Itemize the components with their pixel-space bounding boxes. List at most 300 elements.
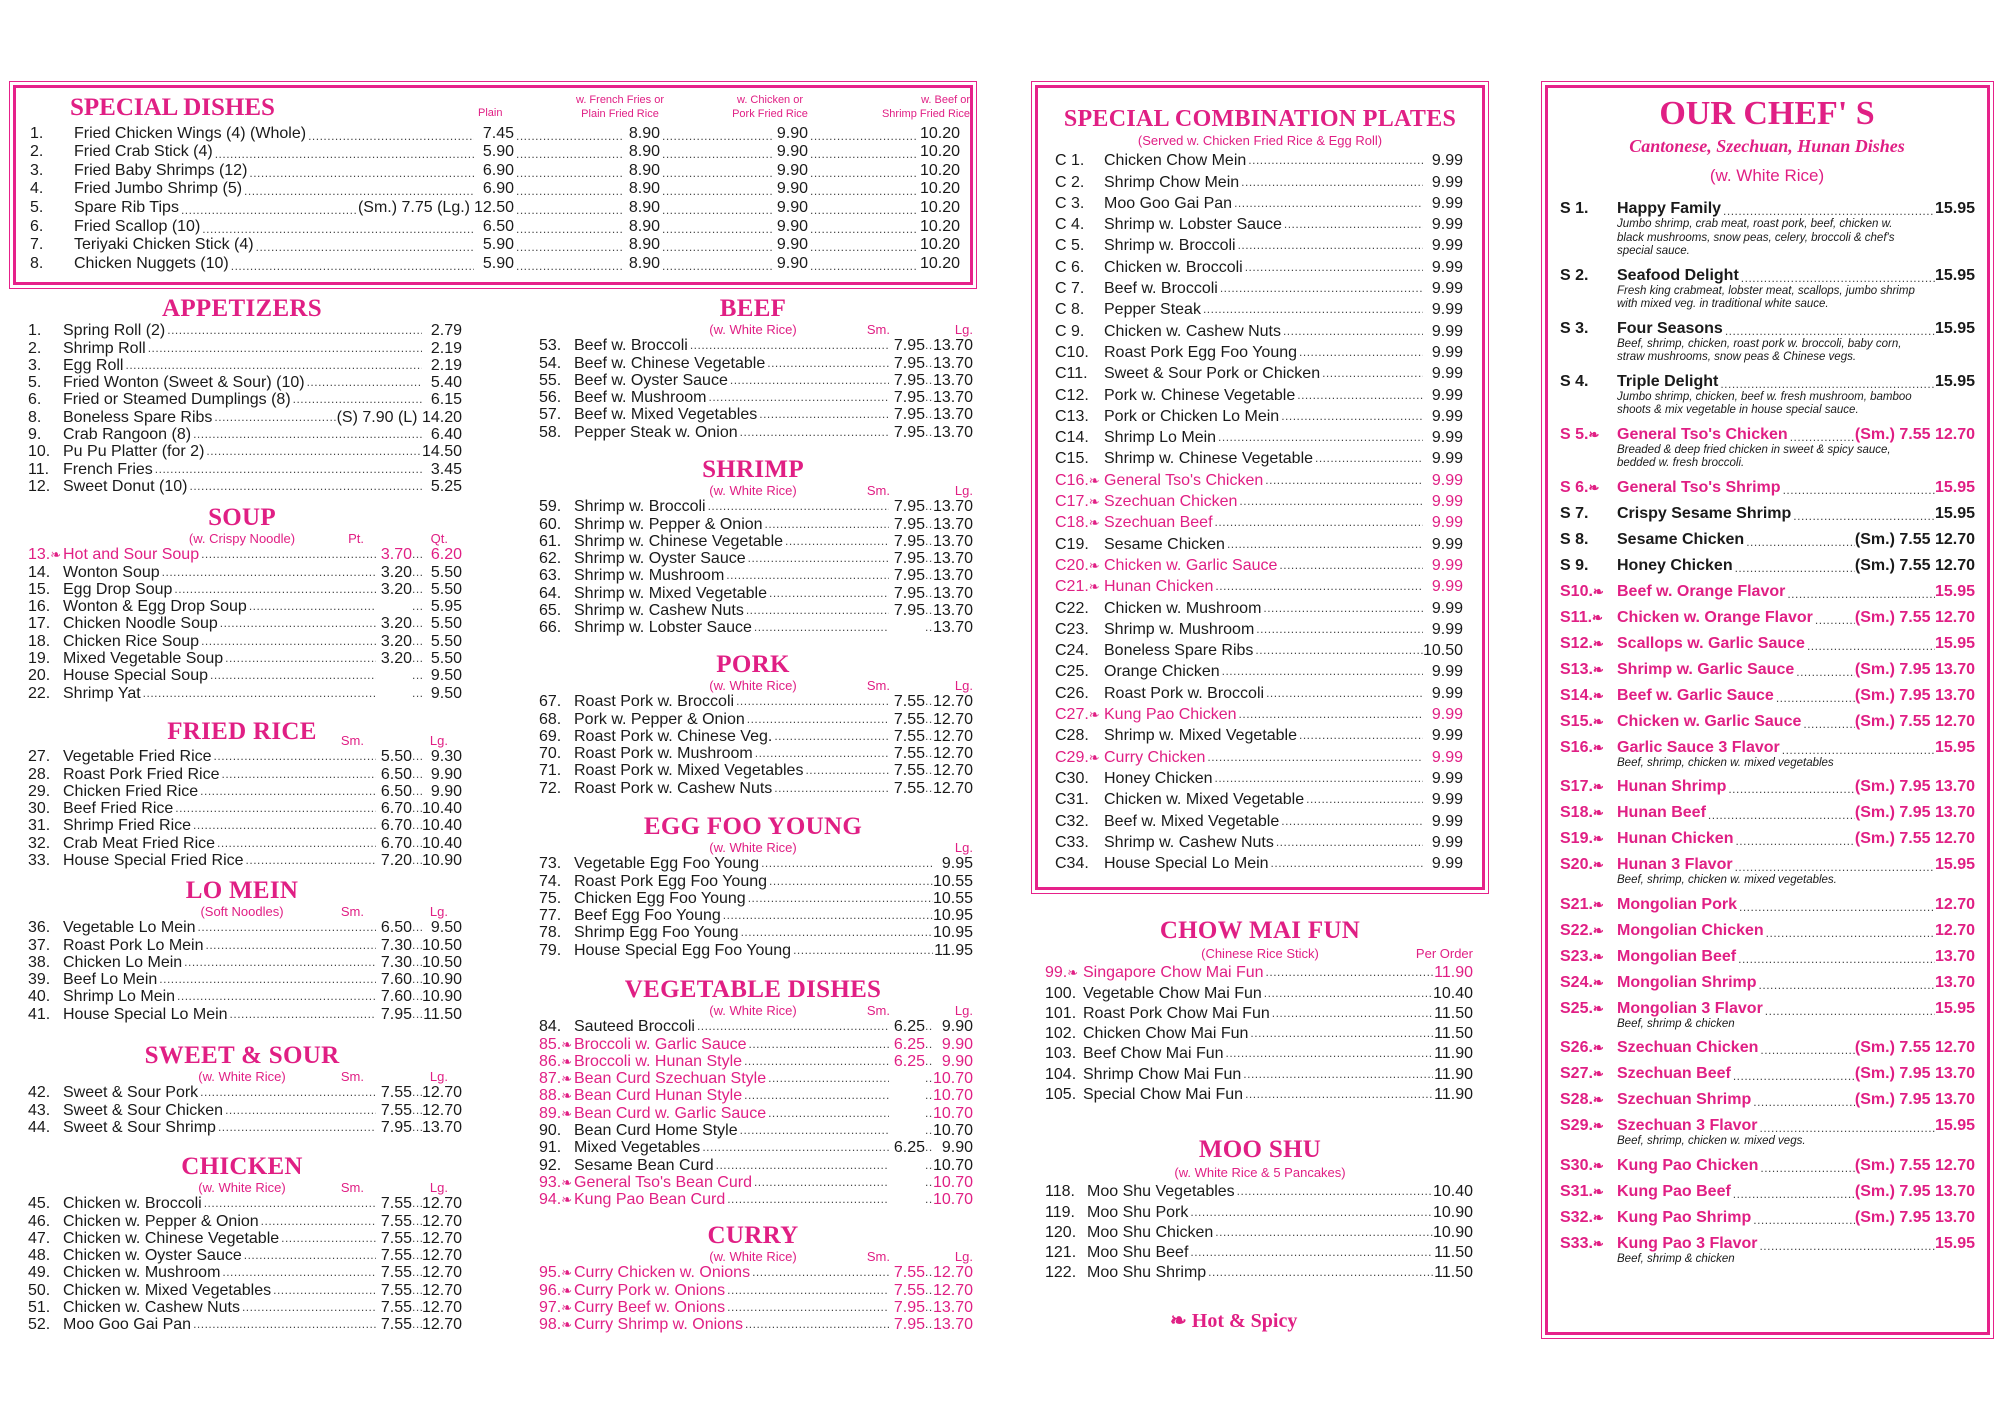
dot-leader	[141, 685, 376, 702]
combo-row	[1045, 233, 1475, 254]
item-number	[533, 1087, 574, 1104]
item-number	[22, 1119, 63, 1136]
dot-leader	[1758, 1161, 1855, 1175]
item-number-text: 64.	[539, 584, 562, 602]
dot-leader	[739, 924, 933, 941]
item-description: Fresh king crabmeat, lobster meat, scallops, jumbo shrimp with mixed veg. in traditional white sauce.	[1617, 284, 1915, 310]
vegetable-row	[533, 1035, 973, 1052]
dot-leader	[179, 203, 358, 217]
fried_rice-row	[22, 852, 462, 869]
dot-leader	[1274, 834, 1423, 851]
dot-leader	[306, 129, 474, 143]
price-small: 3.20	[380, 580, 412, 598]
vegetable-row	[533, 1139, 973, 1156]
lo_mein-row	[22, 936, 462, 953]
item-number	[1560, 1157, 1617, 1175]
pepper-icon: ❧	[1592, 609, 1603, 625]
item-number	[1560, 1039, 1617, 1057]
dot-leader	[1243, 1086, 1433, 1103]
pepper-icon: ❧	[1592, 687, 1604, 703]
item-number	[22, 1299, 63, 1316]
dot-leader	[212, 409, 336, 426]
dot-leader	[660, 129, 772, 143]
item-number	[1039, 1244, 1087, 1261]
item-name: Shrimp Lo Mein	[1104, 429, 1217, 447]
item-price: 9.99	[1431, 152, 1463, 170]
soup-title: SOUP	[208, 504, 276, 531]
item-name: Chicken Chow Mein	[1104, 152, 1247, 170]
item-number-text: C21.	[1055, 578, 1089, 596]
price-beef: 10.20	[919, 143, 960, 161]
item-price: (Sm.) 7.95 13.70	[1854, 778, 1975, 795]
dot-leader	[514, 240, 624, 254]
item-number-text: 17.	[28, 615, 51, 633]
item-name: Chicken Noodle Soup	[63, 615, 218, 633]
dot-leader	[925, 1139, 933, 1156]
dot-leader	[808, 129, 918, 143]
item-number-text: 99.	[1045, 964, 1068, 982]
dot-leader	[1253, 642, 1423, 659]
price-small: 7.95	[893, 1298, 925, 1316]
item-number	[1039, 1066, 1083, 1083]
pork-row	[533, 779, 973, 796]
dot-leader	[1813, 613, 1855, 627]
item-name: Beef w. Mixed Vegetables	[574, 406, 758, 424]
dot-leader	[182, 954, 376, 971]
item-name: Kung Pao 3 Flavor	[1617, 1234, 1758, 1252]
item-name: Moo Goo Gai Pan	[1104, 194, 1233, 212]
item-price: 9.99	[1431, 663, 1463, 681]
chef-item-row	[1560, 497, 1975, 523]
dot-leader	[412, 564, 422, 581]
item-number	[22, 800, 63, 817]
dot-leader	[146, 340, 422, 357]
dot-leader	[198, 783, 376, 800]
item-name: Four Seasons	[1617, 319, 1723, 337]
chicken-col2: Lg.	[429, 1180, 448, 1195]
chef-item-row	[1560, 992, 1975, 1018]
item-price: 10.95	[932, 924, 973, 942]
item-number-text: 85.	[539, 1035, 562, 1053]
item-name: Bean Curd Szechuan Style	[574, 1070, 767, 1088]
dot-leader	[1791, 509, 1935, 523]
item-number-text: 79.	[539, 941, 562, 959]
dot-leader	[765, 355, 889, 372]
price-small: 7.95	[893, 498, 925, 516]
item-number	[533, 1036, 574, 1053]
item-number-text: 121.	[1045, 1244, 1077, 1262]
fried_rice-row	[22, 765, 462, 782]
fried_rice-row	[22, 817, 462, 834]
dot-leader	[412, 1006, 422, 1023]
dot-leader	[514, 129, 624, 143]
price-large: 5.50	[430, 632, 462, 650]
item-price: 9.99	[1431, 578, 1463, 596]
dot-leader	[1213, 578, 1423, 595]
pepper-icon: ❧	[1592, 896, 1604, 912]
price-small: 7.55	[893, 762, 925, 780]
item-number	[1560, 557, 1617, 575]
item-number	[533, 1264, 574, 1281]
item-name: General Tso's Chicken	[1104, 471, 1264, 489]
price-large: 13.70	[933, 550, 974, 568]
item-name: Chicken w. Cashew Nuts	[1104, 322, 1281, 340]
item-name: Hunan Shrimp	[1617, 778, 1727, 795]
combo-row	[1045, 297, 1475, 318]
price-large: 13.70	[933, 602, 974, 620]
special-dish-row	[30, 236, 960, 255]
item-number-text: 48.	[28, 1247, 51, 1265]
dot-leader	[763, 516, 889, 533]
item-number-text: S 2.	[1560, 266, 1589, 284]
price-small: 7.55	[893, 1281, 925, 1299]
beef-row	[533, 337, 973, 354]
price-beef: 10.20	[919, 161, 960, 179]
vegetable-row	[533, 1104, 973, 1121]
item-name: Kung Pao Chicken	[1617, 1156, 1759, 1174]
lo_mein-row	[22, 988, 462, 1005]
shrimp-col2: Lg.	[954, 483, 973, 498]
price-large: 13.70	[933, 1298, 974, 1316]
dot-leader	[1764, 926, 1935, 940]
price-plain: 12.50	[474, 198, 515, 216]
egg_foo_young-title: EGG FOO YOUNG	[643, 813, 863, 840]
item-name: Szechuan Chicken	[1617, 1039, 1759, 1056]
price-large: 10.70	[933, 1104, 974, 1122]
dot-leader	[1188, 1244, 1433, 1261]
chef-item-row	[1560, 705, 1975, 731]
dot-leader	[412, 581, 422, 598]
price-large: 9.50	[430, 667, 462, 685]
dot-leader	[744, 602, 889, 619]
chef-item-row	[1560, 1175, 1975, 1201]
soup-row	[22, 667, 462, 684]
dot-leader	[1264, 685, 1423, 702]
legend-label: Hot & Spicy	[1191, 1310, 1298, 1332]
pepper-icon: ❧	[1592, 1118, 1604, 1133]
item-number	[1049, 600, 1104, 617]
dot-leader	[204, 937, 376, 954]
item-number	[1049, 727, 1104, 744]
price-large: 10.50	[422, 953, 463, 971]
item-name: Shrimp w. Lobster Sauce	[574, 619, 752, 637]
item-number-text: 75.	[539, 889, 562, 907]
chicken-row	[22, 1195, 462, 1212]
dot-leader	[247, 166, 474, 180]
dot-leader	[212, 748, 376, 765]
item-number	[1049, 855, 1104, 872]
item-name: Chicken w. Oyster Sauce	[63, 1247, 242, 1265]
chef-item-row	[1560, 1149, 1975, 1175]
item-price: 9.99	[1431, 833, 1463, 851]
item-number-text: 36.	[28, 919, 51, 937]
item-name: Pork w. Chinese Vegetable	[1104, 386, 1296, 404]
item-number	[1049, 770, 1104, 787]
soup-row	[22, 581, 462, 598]
item-name: Moo Shu Shrimp	[1087, 1264, 1207, 1282]
dot-leader	[750, 1264, 889, 1281]
soup-row	[22, 650, 462, 667]
item-number-text: 70.	[539, 745, 562, 763]
item-name: Roast Pork w. Chinese Veg.	[574, 727, 773, 745]
item-number-text: S16.	[1560, 738, 1593, 756]
pepper-icon: ❧	[1588, 426, 1600, 442]
price-small: 7.95	[380, 1005, 412, 1023]
price-fries: 8.90	[628, 180, 660, 198]
price-small: 6.50	[380, 782, 412, 800]
dot-leader	[925, 1122, 933, 1139]
item-number-text: 41.	[28, 1005, 51, 1023]
item-name: Shrimp w. Broccoli	[574, 498, 706, 516]
item-number-text: 42.	[28, 1084, 51, 1102]
item-name: Roast Pork w. Cashew Nuts	[574, 779, 773, 797]
pork-row	[533, 710, 973, 727]
price-large: 5.50	[430, 650, 462, 668]
item-name: House Special Soup	[63, 667, 208, 685]
vegetable-subtitle: (w. White Rice)	[709, 1003, 797, 1018]
item-name: Curry Beef w. Onions	[574, 1298, 726, 1316]
item-number	[1039, 1204, 1087, 1221]
price-large: 12.70	[422, 1229, 463, 1247]
sweet_sour-header	[22, 1069, 462, 1084]
dot-leader	[1246, 152, 1423, 169]
item-number	[1049, 514, 1104, 531]
item-number-text: 95.	[539, 1264, 562, 1282]
combo-row	[1045, 340, 1475, 361]
vegetable-header	[533, 1003, 973, 1018]
item-number	[1049, 323, 1104, 340]
moo_shu-row	[1035, 1261, 1485, 1281]
item-name: Pu Pu Platter (for 2)	[63, 443, 205, 461]
dot-leader	[1237, 493, 1423, 510]
dot-leader	[925, 762, 933, 779]
combo-row	[1045, 574, 1475, 595]
item-number	[1049, 813, 1104, 830]
item-number-text: 39.	[28, 971, 51, 989]
soup-subtitle: (w. Crispy Noodle)	[188, 531, 296, 546]
chow_mai_fun-row	[1035, 1062, 1485, 1082]
item-name: Shrimp w. Pepper & Onion	[574, 515, 763, 533]
item-number	[22, 1213, 63, 1230]
pepper-icon: ❧	[1088, 515, 1100, 531]
dot-leader	[925, 1316, 933, 1333]
item-name: Honey Chicken	[1104, 769, 1213, 787]
dot-leader	[660, 240, 772, 254]
dot-leader	[220, 1264, 376, 1281]
chef-item-row	[1560, 653, 1975, 679]
item-price: 9.99	[1431, 280, 1463, 298]
price-large: 13.70	[933, 337, 974, 355]
item-name: Shrimp w. Chinese Vegetable	[1104, 450, 1314, 468]
item-price: 15.95	[1934, 634, 1975, 652]
chef-item-row	[1560, 1109, 1975, 1135]
dot-leader	[1757, 978, 1935, 992]
item-name: Shrimp w. Mushroom	[1104, 620, 1255, 638]
item-price: (Sm.) 7.55 12.70	[1854, 1156, 1975, 1174]
item-number-text: C27.	[1055, 706, 1089, 724]
item-number	[533, 711, 574, 728]
item-price: (Sm.) 7.55 12.70	[1854, 830, 1975, 847]
item-price: 9.99	[1431, 258, 1463, 276]
item-name: Moo Shu Chicken	[1087, 1223, 1214, 1241]
item-number-text: 45.	[28, 1195, 51, 1213]
price-small: 7.95	[893, 567, 925, 585]
item-number-text: C17.	[1055, 493, 1089, 511]
item-name: Honey Chicken	[1617, 556, 1733, 574]
item-number	[22, 937, 63, 954]
item-price: 9.99	[1431, 727, 1463, 745]
combo-row	[1045, 212, 1475, 233]
item-name: Chicken w. Cashew Nuts	[63, 1299, 240, 1317]
price-plain: 6.90	[482, 180, 514, 198]
item-number	[22, 971, 63, 988]
dot-leader	[200, 222, 474, 236]
item-price: 9.99	[1431, 599, 1463, 617]
item-price: 11.90	[1434, 1086, 1473, 1104]
item-price: 3.45	[430, 460, 462, 478]
item-number	[22, 426, 63, 443]
item-number-text: 53.	[539, 337, 562, 355]
item-price: (Sm.) 7.95 13.70	[1854, 686, 1975, 704]
item-price: 10.40	[1432, 1183, 1473, 1201]
dot-leader	[1731, 1069, 1855, 1083]
item-number	[533, 1299, 574, 1316]
item-name: Shrimp w. Mixed Vegetable	[1104, 727, 1297, 745]
item-number-text: S13.	[1560, 660, 1593, 678]
fried_rice-col1: Sm.	[340, 733, 364, 748]
col-fries-l2: Plain Fried Rice	[581, 108, 659, 120]
item-number	[1049, 834, 1104, 851]
item-price: 13.70	[1934, 973, 1975, 991]
dot-leader	[707, 389, 890, 406]
dot-leader	[925, 711, 933, 728]
egg_foo_young-row	[533, 855, 973, 872]
item-number	[1039, 1045, 1083, 1062]
dot-leader	[188, 478, 422, 495]
item-number-text: 62.	[539, 550, 562, 568]
dot-leader	[1794, 665, 1855, 679]
special-dish-row	[30, 198, 960, 217]
soup-row	[22, 546, 462, 563]
dot-leader	[743, 1316, 889, 1333]
item-number-text: C34.	[1055, 855, 1089, 873]
item-number	[1039, 1224, 1087, 1241]
item-number-text: C20.	[1055, 556, 1089, 574]
dot-leader	[244, 852, 376, 869]
item-number-text: 77.	[539, 907, 562, 925]
item-number	[533, 602, 574, 619]
dot-leader	[412, 1119, 422, 1136]
dot-leader	[1718, 377, 1935, 391]
dot-leader	[700, 1139, 889, 1156]
price-plain: 6.50	[482, 217, 514, 235]
price-chicken: 9.90	[776, 198, 808, 216]
chef-title: OUR CHEF' S	[1659, 95, 1875, 132]
pepper-icon: ❧	[561, 1088, 573, 1104]
item-name: Fried Jumbo Shrimp (5)	[74, 180, 243, 198]
item-number: 8.	[30, 254, 44, 272]
chef-item-row	[1560, 312, 1975, 338]
item-name: Curry Chicken w. Onions	[574, 1264, 751, 1282]
item-name: Garlic Sauce 3 Flavor	[1617, 738, 1780, 756]
combo-row	[1045, 425, 1475, 446]
dot-leader	[706, 498, 889, 515]
item-number-text: S22.	[1560, 921, 1593, 939]
price-large: 10.70	[933, 1173, 974, 1191]
item-number-text: 100.	[1045, 984, 1077, 1002]
item-description: Beef, shrimp, chicken, roast pork w. broccoli, baby corn, straw mushrooms, snow peas & Chinese vegs.	[1617, 337, 1902, 363]
dot-leader	[242, 184, 474, 198]
item-number	[1560, 1065, 1617, 1083]
price-chicken: 9.90	[776, 217, 808, 235]
item-number-text: 105.	[1045, 1086, 1077, 1104]
item-number	[533, 424, 574, 441]
item-name: Curry Pork w. Onions	[574, 1281, 726, 1299]
dot-leader	[1279, 408, 1423, 425]
combo-row	[1045, 318, 1475, 339]
pepper-icon: ❧	[1592, 974, 1604, 990]
chef-item-row	[1560, 523, 1975, 549]
item-number	[533, 516, 574, 533]
item-price: 9.99	[1431, 748, 1463, 766]
combo-row	[1045, 276, 1475, 297]
dot-leader	[925, 745, 933, 762]
chef-item-row	[1560, 1201, 1975, 1227]
item-number	[1560, 1235, 1617, 1253]
dot-leader	[514, 147, 624, 161]
item-number	[533, 1191, 574, 1208]
item-number-text: S15.	[1560, 712, 1593, 730]
item-number	[1560, 373, 1617, 391]
item-number-text: 28.	[28, 765, 51, 783]
lo_mein-header	[22, 904, 462, 919]
item-number-text: 86.	[539, 1052, 562, 1070]
item-number-text: C23.	[1055, 620, 1089, 638]
item-name: Chicken Chow Mai Fun	[1083, 1025, 1249, 1043]
item-name: Hunan Chicken	[1104, 578, 1214, 596]
item-name: Chicken w. Orange Flavor	[1617, 608, 1813, 626]
soup-header	[22, 531, 462, 546]
dot-leader	[204, 443, 422, 460]
pork-header	[533, 678, 973, 693]
pepper-icon: ❧	[561, 1053, 573, 1069]
item-name: Chicken Lo Mein	[63, 953, 183, 971]
price-small: 7.95	[893, 602, 925, 620]
dot-leader	[1744, 535, 1855, 549]
dot-leader	[746, 550, 889, 567]
item-name: Shrimp Egg Foo Young	[574, 924, 739, 942]
item-name: Shrimp Fried Rice	[63, 817, 192, 835]
dot-leader	[1751, 1213, 1855, 1227]
item-number	[1560, 505, 1617, 523]
item-price: 9.99	[1431, 620, 1463, 638]
dot-leader	[745, 711, 889, 728]
egg_foo_young-col2: Lg.	[954, 840, 973, 855]
pepper-icon: ❧	[1592, 1066, 1604, 1081]
item-number-text: 32.	[28, 834, 51, 852]
col-fries-l1: w. French Fries or	[575, 94, 665, 106]
price-small: 7.55	[380, 1212, 412, 1230]
item-name: Egg Roll	[63, 356, 124, 374]
item-price: (S) 7.90 (L) 14.20	[336, 408, 462, 426]
chow_mai_fun-header	[1035, 946, 1485, 961]
item-price: 9.99	[1431, 493, 1463, 511]
fried_rice-col2: Lg.	[429, 733, 448, 748]
price-large: 13.70	[933, 515, 974, 533]
dot-leader	[925, 619, 933, 636]
pepper-icon: ❧	[1592, 739, 1604, 755]
item-number	[1049, 301, 1104, 318]
